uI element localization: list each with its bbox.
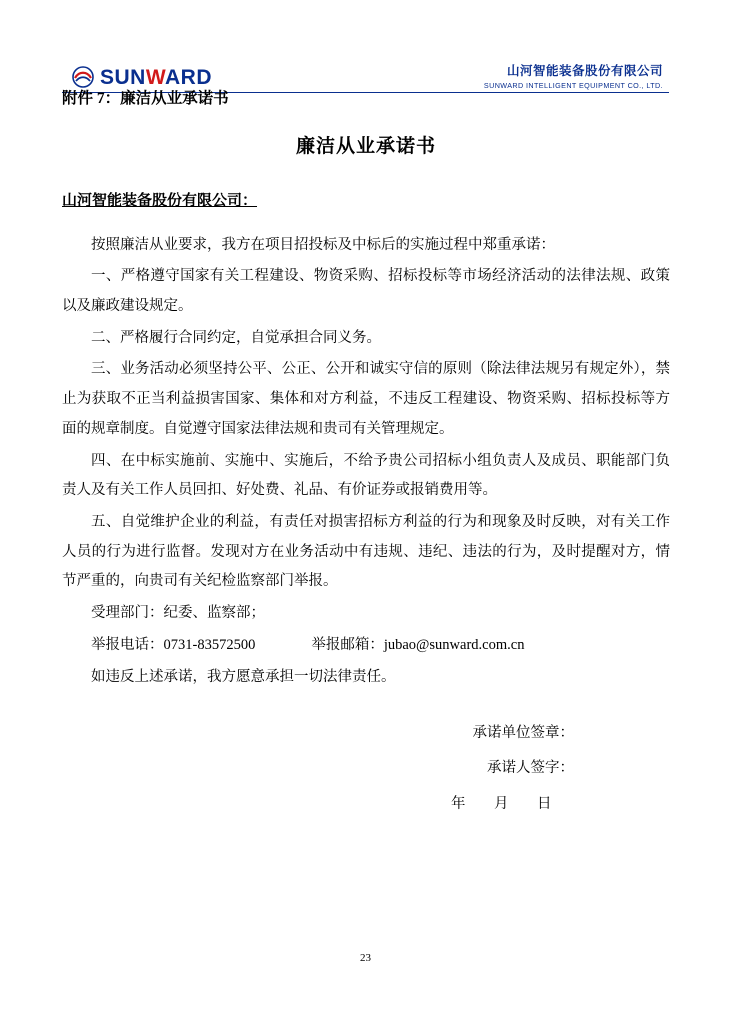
signature-person-line: 承诺人签字： — [487, 760, 574, 777]
signature-block — [62, 716, 670, 786]
report-email: 举报邮箱：jubao@sunward.com.cn — [311, 636, 525, 653]
company-name-en: SUNWARD INTELLIGENT EQUIPMENT CO., LTD. — [483, 81, 663, 90]
company-name-cn: 山河智能装备股份有限公司 — [506, 64, 663, 78]
report-phone: 举报电话：0731-83572500 — [91, 636, 256, 653]
handling-department: 受理部门：纪委、监察部； — [91, 605, 265, 622]
logo-text-tail: ARD — [165, 65, 213, 89]
page-title: 廉洁从业承诺书 — [295, 136, 436, 158]
attachment-label: 附件 7：廉洁从业承诺书 — [62, 90, 229, 107]
closing-statement: 如违反上述承诺，我方愿意承担一切法律责任。 — [91, 668, 396, 685]
logo-text-main: SUN — [100, 65, 146, 89]
clause-4: 四、在中标实施前、实施中、实施后，不给予贵公司招标小组负责人及成员、职能部门负责人及有关工作人员回扣、好处费、礼品、有价证券或报销费用等。 — [62, 452, 670, 499]
date-year-label: 年 — [451, 795, 466, 812]
document-body — [62, 84, 670, 818]
report-contact-row — [62, 631, 670, 661]
page-header — [0, 30, 731, 90]
page-number: 23 — [360, 952, 371, 964]
date-month-label: 月 — [494, 795, 509, 812]
clause-5: 五、自觉维护企业的利益，有责任对损害招标方利益的行为和现象及时反映，对有关工作人员的行为进行监督。发现对方在业务活动中有违规、违纪、违法的行为，及时提醒对方，情节严重的，向贵司有关纪检监察部门举报。 — [62, 513, 670, 590]
signature-company-line: 承诺单位签章： — [472, 725, 574, 742]
date-day-label: 日 — [537, 795, 552, 812]
addressee: 山河智能装备股份有限公司： — [62, 193, 258, 210]
intro-paragraph: 按照廉洁从业要求，我方在项目招投标及中标后的实施过程中郑重承诺： — [91, 236, 555, 253]
signature-date-line — [62, 790, 670, 818]
clause-1: 一、严格遵守国家有关工程建设、物资采购、招标投标等市场经济活动的法律法规、政策以及廉政建设规定。 — [62, 268, 670, 314]
logo-text-accent: W — [145, 65, 166, 89]
clause-2: 二、严格履行合同约定，自觉承担合同义务。 — [91, 329, 381, 346]
clause-3: 三、业务活动必须坚持公平、公正、公开和诚实守信的原则（除法律法规另有规定外），禁止为获取不正当利益损害国家、集体和对方利益，不违反工程建设、物资采购、招标投标等方面的规章制度。自觉遵守国家法律法规和贵司有关管理规定。 — [62, 361, 670, 437]
